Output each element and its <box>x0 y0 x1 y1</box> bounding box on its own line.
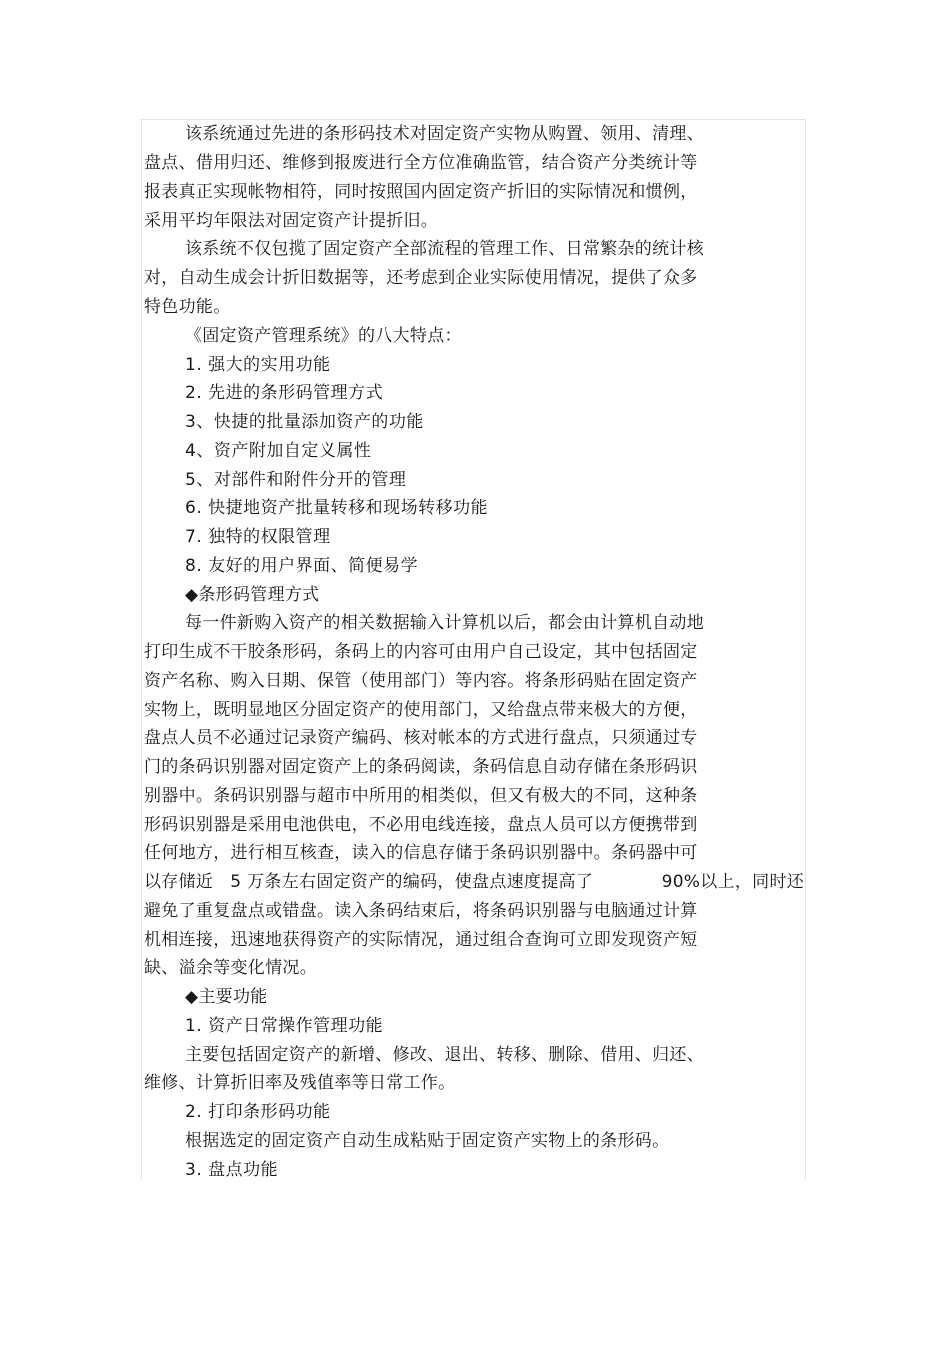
text-line: 盘点、借用归还、维修到报废进行全方位准确监管，结合资产分类统计等 <box>144 153 698 173</box>
text-line: 门的条码识别器对固定资产上的条码阅读，条码信息自动存储在条形码识 <box>144 757 698 777</box>
text-line: 实物上，既明显地区分固定资产的使用部门，又给盘点带来极大的方便， <box>144 700 698 720</box>
text-line: 盘点人员不必通过记录资产编码、核对帐本的方式进行盘点，只须通过专 <box>144 728 698 748</box>
text-line: 报表真正实现帐物相符，同时按照国内固定资产折旧的实际情况和惯例， <box>144 182 698 202</box>
text-line: 以存储近 5 万条左右固定资产的编码，使盘点速度提高了 90%以上，同时还 <box>144 872 805 892</box>
list-item: 4、资产附加自定义属性 <box>185 441 372 461</box>
list-item: 5、对部件和附件分开的管理 <box>185 470 407 490</box>
text-line: 《固定资产管理系统》的八大特点： <box>185 326 462 346</box>
text-line: 该系统不仅包揽了固定资产全部流程的管理工作、日常繁杂的统计核 <box>185 239 704 259</box>
text-line: 任何地方，进行相互核查，读入的信息存储于条码识别器中。条码器中可 <box>144 843 698 863</box>
list-item: 1. 资产日常操作管理功能 <box>185 1016 384 1036</box>
text-line: 形码识别器是采用电池供电，不必用电线连接，盘点人员可以方便携带到 <box>144 815 698 835</box>
list-item: 3、快捷的批量添加资产的功能 <box>185 412 424 432</box>
section-heading: ◆主要功能 <box>185 987 268 1007</box>
text-line: 根据选定的固定资产自动生成粘贴于固定资产实物上的条形码。 <box>185 1131 670 1151</box>
text-line: 采用平均年限法对固定资产计提折旧。 <box>144 211 439 231</box>
list-item: 3. 盘点功能 <box>185 1160 279 1180</box>
text-line: 机相连接，迅速地获得资产的实际情况，通过组合查询可立即发现资产短 <box>144 930 698 950</box>
list-item: 2. 先进的条形码管理方式 <box>185 383 384 403</box>
section-heading: ◆条形码管理方式 <box>185 585 320 605</box>
text-line: 别器中。条码识别器与超市中所用的相类似，但又有极大的不同，这种条 <box>144 786 698 806</box>
list-item: 6. 快捷地资产批量转移和现场转移功能 <box>185 498 489 518</box>
text-line: 打印生成不干胶条形码，条码上的内容可由用户自己设定，其中包括固定 <box>144 642 698 662</box>
text-line: 每一件新购入资产的相关数据输入计算机以后，都会由计算机自动地 <box>185 613 704 633</box>
text-line: 维修、计算折旧率及残值率等日常工作。 <box>144 1073 456 1093</box>
text-line: 该系统通过先进的条形码技术对固定资产实物从购置、领用、清理、 <box>185 124 704 144</box>
list-item: 7. 独特的权限管理 <box>185 527 331 547</box>
list-item: 1. 强大的实用功能 <box>185 355 331 375</box>
text-line: 特色功能。 <box>144 297 231 317</box>
text-line: 缺、溢余等变化情况。 <box>144 958 317 978</box>
text-line: 避免了重复盘点或错盘。读入条码结束后，将条码识别器与电脑通过计算 <box>144 901 698 921</box>
text-line: 主要包括固定资产的新增、修改、退出、转移、删除、借用、归还、 <box>185 1045 704 1065</box>
text-line: 资产名称、购入日期、保管（使用部门）等内容。将条形码贴在固定资产 <box>144 671 698 691</box>
list-item: 2. 打印条形码功能 <box>185 1102 331 1122</box>
text-line: 对，自动生成会计折旧数据等，还考虑到企业实际使用情况，提供了众多 <box>144 268 698 288</box>
list-item: 8. 友好的用户界面、简便易学 <box>185 556 419 576</box>
